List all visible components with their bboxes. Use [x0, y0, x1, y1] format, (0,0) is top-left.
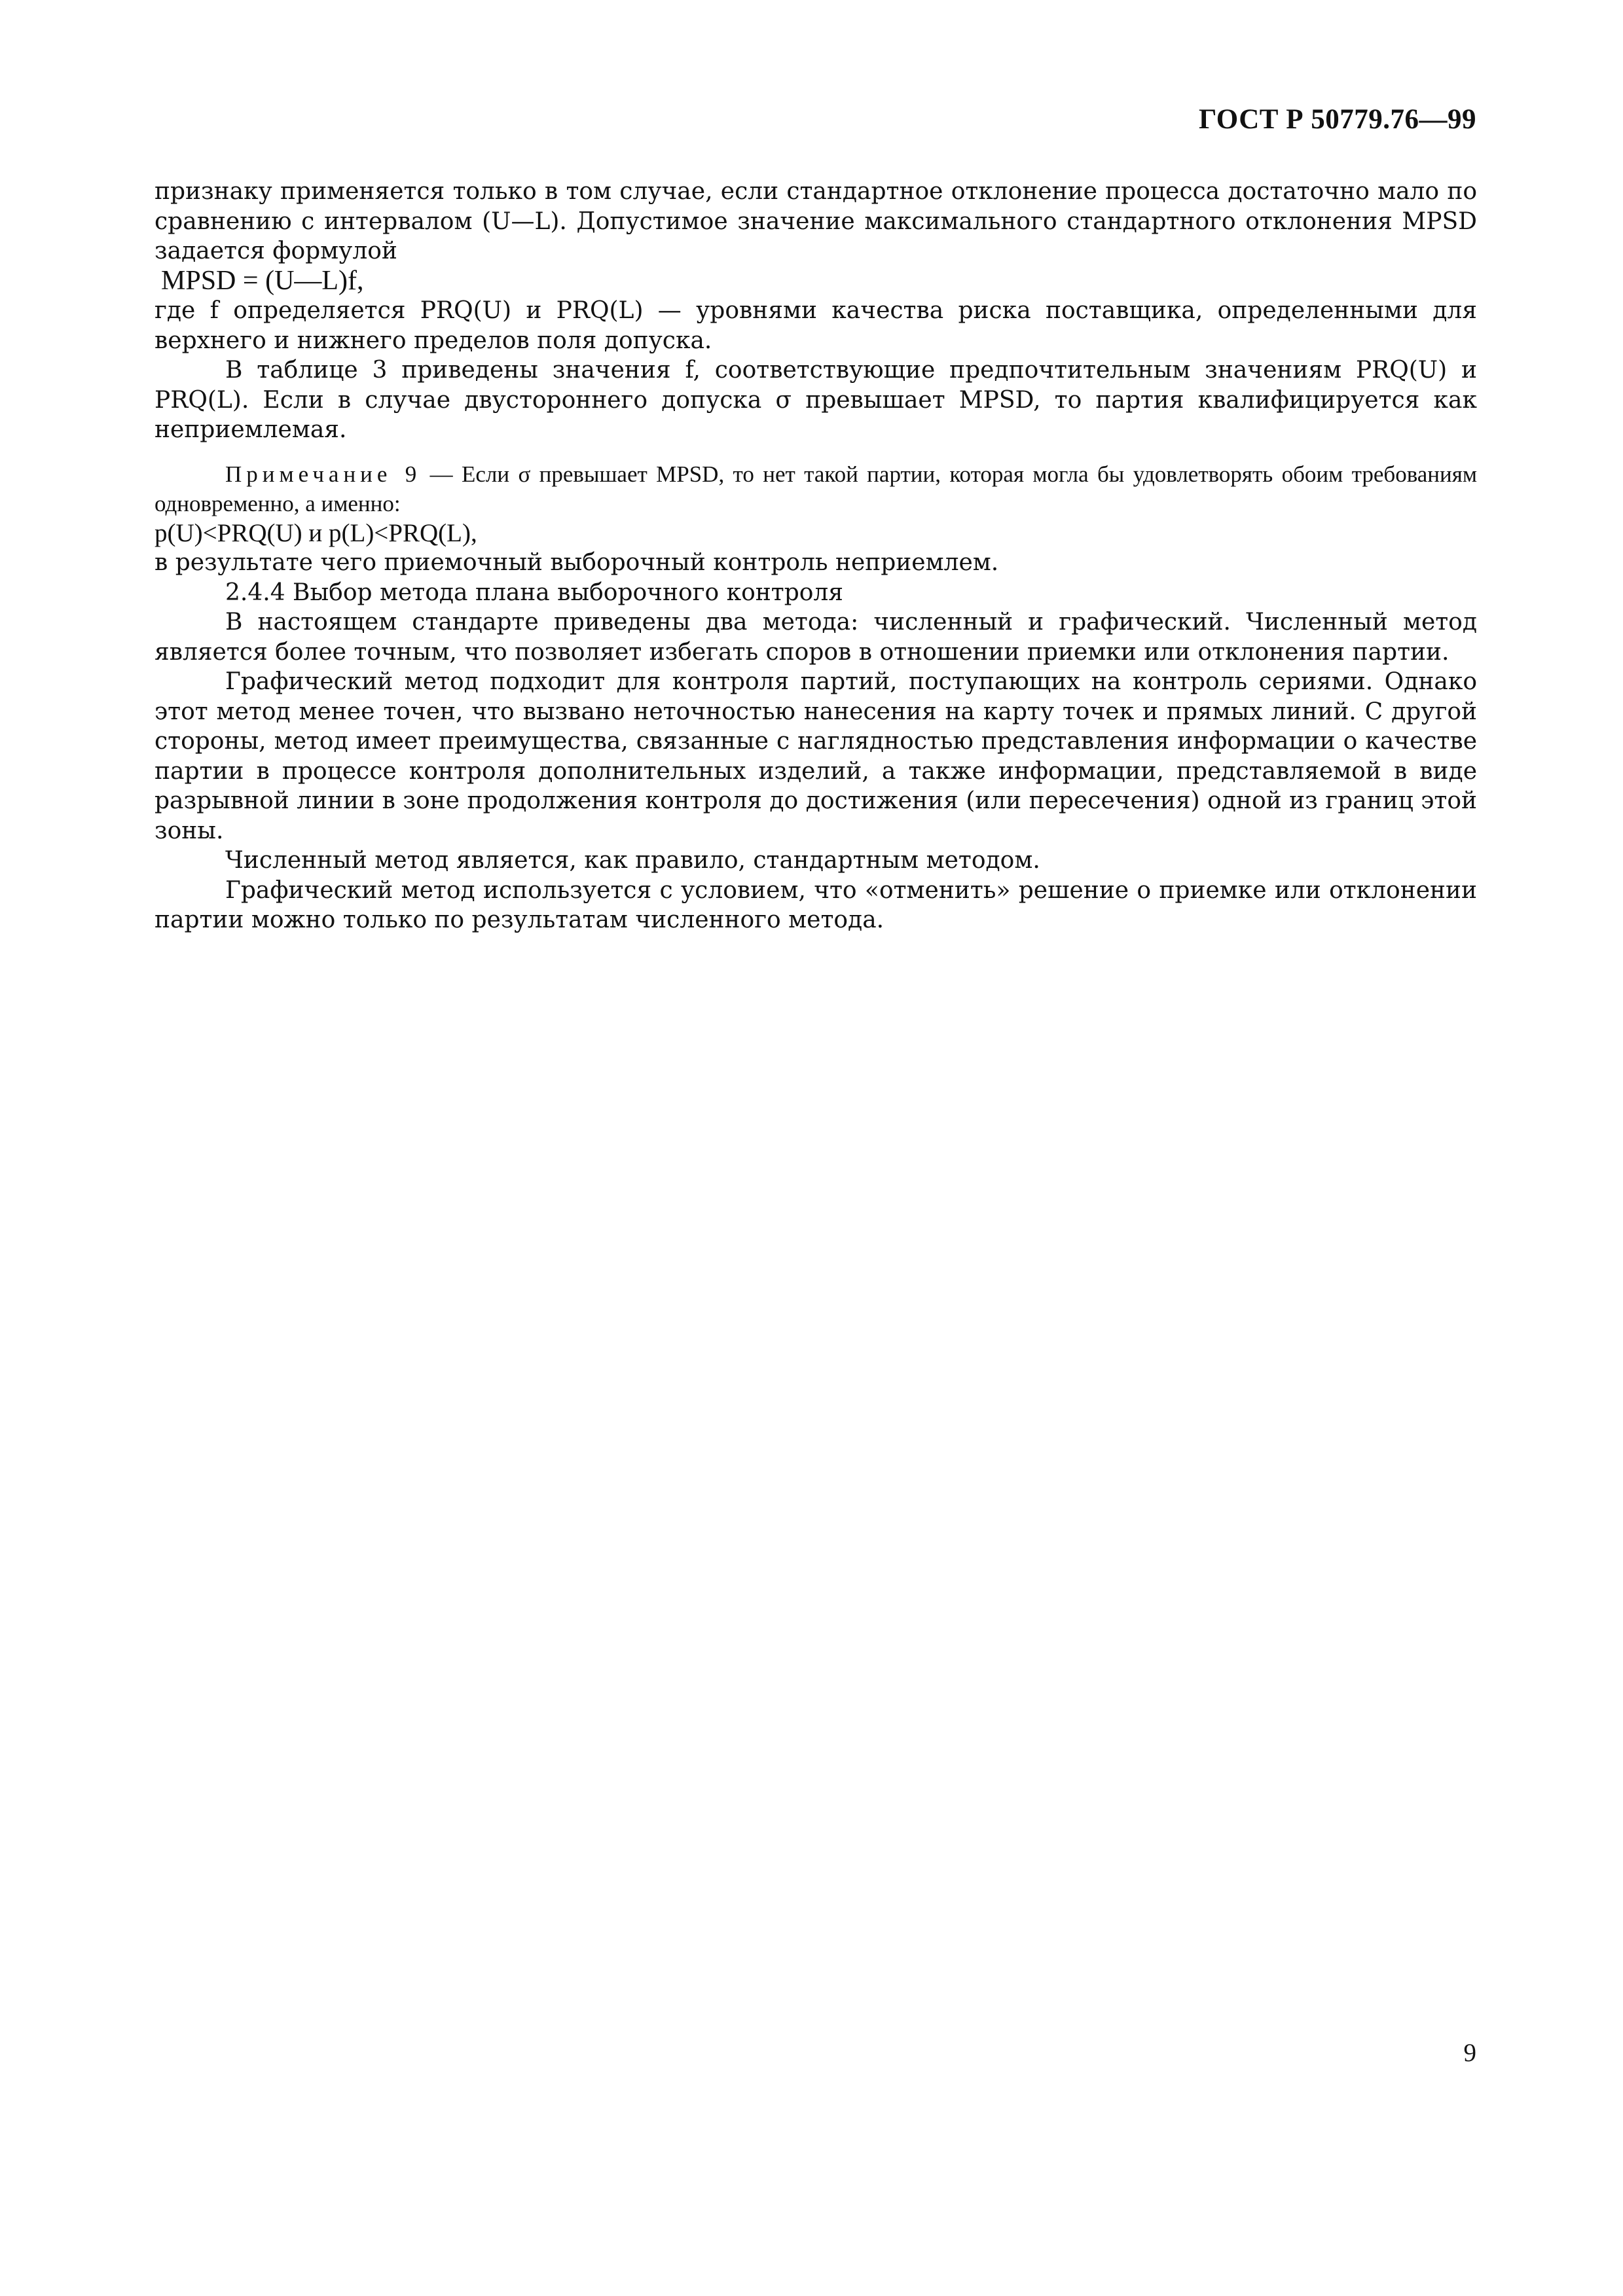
formula-mpsd: MPSD = (U—L)f, [161, 265, 364, 296]
section-heading-2-4-4: 2.4.4 Выбор метода плана выборочного контроля [225, 579, 843, 606]
note-label: Примечание 9 [225, 461, 422, 487]
document-body [155, 177, 1477, 935]
paragraph-f-definition: где f определяется PRQ(U) и PRQ(L) — уровнями качества риска поставщика, определенными для верхнего и нижнего пределов поля допуска. [155, 297, 1477, 354]
paragraph-graphic-condition: Графический метод используется с условием, что «отменить» решение о приемке или отклонении партии можно только по результатам численного метода. [155, 876, 1477, 933]
paragraph-graphic-method: Графический метод подходит для контроля партий, поступающих на контроль сериями. Однако этот метод менее точен, что вызвано неточностью нанесения на карту точек и прямых линий. С другой стороны, метод имеет преимущества, связанные с наглядностью представления информации о качестве партии в процессе контроля дополнительных изделий, а также информации, представляемой в виде разрывной линии в зоне продолжения контроля до достижения (или пересечения) одной из границ этой зоны. [155, 668, 1477, 844]
note-text: — Если σ превышает MPSD, то нет такой партии, которая могла бы удовлетворять обоим требованиям одновременно, а именно: [155, 461, 1477, 516]
page-number: 9 [1463, 2039, 1476, 2067]
paragraph-conclusion: в результате чего приемочный выборочный контроль неприемлем. [155, 549, 999, 576]
formula-condition: p(U)<PRQ(U) и p(L)<PRQ(L), [155, 518, 477, 547]
document-id-header: ГОСТ Р 50779.76—99 [1198, 104, 1476, 135]
note-9 [155, 459, 1477, 518]
paragraph-two-methods: В настоящем стандарте приведены два метода: численный и графический. Численный метод является более точным, что позволяет избегать споров в отношении приемки или отклонения партии. [155, 609, 1477, 666]
paragraph-numeric-standard: Численный метод является, как правило, стандартным методом. [225, 847, 1040, 874]
paragraph-mpsd-intro: признаку применяется только в том случае, если стандартное отклонение процесса достаточно мало по сравнению с интервалом (U—L). Допустимое значение максимального стандартного отклонения MPSD задается формулой [155, 178, 1477, 264]
paragraph-table-3: В таблице 3 приведены значения f, соответствующие предпочтительным значениям PRQ(U) и PRQ(L). Если в случае двустороннего допуска σ превышает MPSD, то партия квалифицируется как неприемлемая. [155, 357, 1477, 443]
